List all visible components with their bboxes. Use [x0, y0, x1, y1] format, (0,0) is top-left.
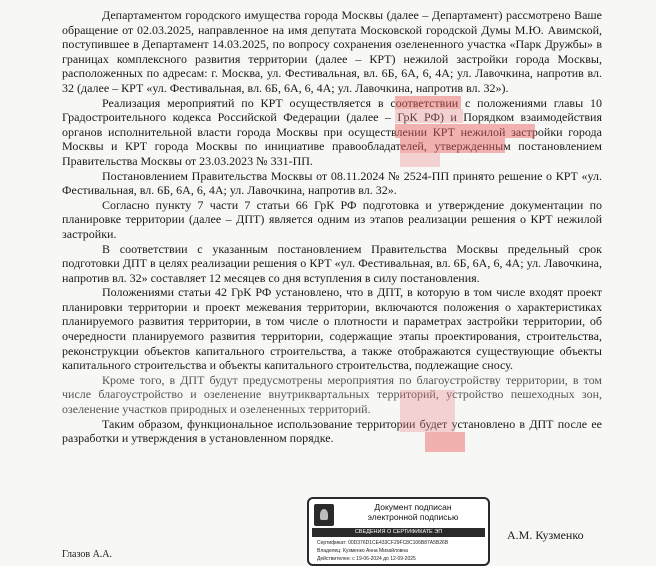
stamp-certificate-number: Сертификат: 00D376D1CE433CF29FC8C106B87A5B26B: [317, 540, 449, 546]
paragraph-article-42: Положениями статьи 42 ГрК РФ установлено, что в ДПТ, в которую в том числе входят проект планировки территории и проект межевания территории, включаются положения о характеристиках планируемого развития территории, в том числе о плотности и параметрах застройки территории, об очередности планируемого развития территории, содержащие этапы проектирования, строительства, реконструкции объектов капитального строительства, а также отображаются существующие объекты капитального строительства и объекты капитального строительства, подлежащие сносу.: [62, 285, 602, 373]
paragraph-landscaping: Кроме того, в ДПТ будут предусмотрены мероприятия по благоустройству территории, в том числе благоустройство и озеленение внутриквартальных территорий, устройство пешеходных зон, озеленение участков природных и озелененных территорий.: [62, 372, 602, 417]
paragraph-dpt-stage: Согласно пункту 7 части 7 статьи 66 ГрК РФ подготовка и утверждение документации по планировке территории (далее – ДПТ) является одним из этапов реализации решения о КРТ нежилой застройки.: [62, 197, 602, 241]
stamp-certificate-header: СВЕДЕНИЯ О СЕРТИФИКАТЕ ЭП: [312, 528, 485, 537]
paragraph-conclusion: Таким образом, функциональное использование территории будет установлено в ДПТ после ее разработки и утверждения в установленном порядке.: [62, 416, 602, 446]
electronic-signature-stamp: [307, 497, 490, 566]
stamp-title-line1: Документ подписан: [374, 502, 452, 512]
paragraph-krt-decision: Постановлением Правительства Москвы от 08.11.2024 № 2524-ПП принято решение о КРТ «ул. Фестивальная, вл. 6Б, 6А, 6, 4А; ул. Лавочкина, напротив вл. 32».: [62, 168, 602, 198]
signatory-name: А.М. Кузменко: [507, 528, 584, 542]
paragraph-request: Департаментом городского имущества города Москвы (далее – Департамент) рассмотрено Ваше обращение от 02.03.2025, направленное на имя депутата Московской городской Думы М.Ю. Авимской, поступившее в Департамент 14.03.2025, по вопросу сохранения озелененного участка «Парк Дружбы» в границах комплексного развития территории (далее – КРТ) нежилой застройки города Москвы, расположенных по адресам: г. Москва, ул. Фестивальная, вл. 6Б, 6А, 6, 4А; ул. Лавочкина, напротив вл. 32 (далее – КРТ «ул. Фестивальная, вл. 6Б, 6А, 6, 4А; ул. Лавочкина, напротив вл. 32»).: [62, 8, 602, 95]
stamp-owner: Владелец: Кузменко Анна Михайловна: [317, 548, 408, 554]
letter-body: [62, 8, 602, 446]
stamp-validity: Действителен: с 19-06-2024 до 12-09-2025: [317, 556, 416, 562]
moscow-emblem-icon: [314, 504, 334, 526]
executor-name: Глазов А.А.: [62, 549, 113, 560]
paragraph-krt-procedure: Реализация мероприятий по КРТ осуществляется в соответствии с положениями главы 10 Градостроительного кодекса Российской Федерации (далее – ГрК РФ) и Порядком взаимодействия органов исполнительной власти города Москвы при осуществлении КРТ нежилой застройки города Москвы и КРТ города Москвы по инициативе правообладателей, утвержденным постановлением Правительства Москвы от 23.03.2023 № 331-ПП.: [62, 95, 602, 168]
paragraph-dpt-deadline: В соответствии с указанным постановлением Правительства Москвы предельный срок подготовки ДПТ в целях реализации решения о КРТ «ул. Фестивальная, вл. 6Б, 6А, 6, 4А; ул. Лавочкина, напротив вл. 32» составляет 12 месяцев со дня вступления в силу постановления.: [62, 241, 602, 285]
stamp-title-line2: электронной подписью: [367, 512, 459, 522]
